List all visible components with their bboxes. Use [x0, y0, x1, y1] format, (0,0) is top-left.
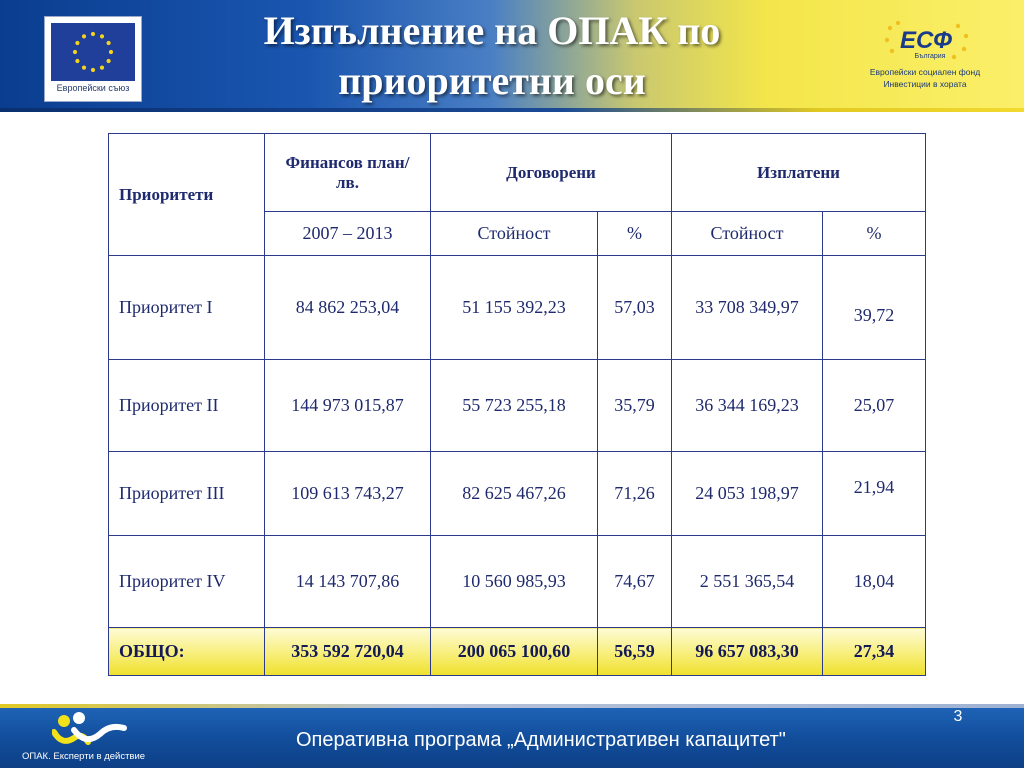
esf-caption	[866, 66, 984, 90]
eu-flag-icon	[51, 23, 135, 81]
row-paid-percent	[823, 452, 926, 536]
row-contracted-value: 51 155 392,23	[431, 256, 598, 360]
row-paid-percent: 18,04	[823, 536, 926, 628]
eu-star-icon	[106, 41, 110, 45]
row-contracted-value: 10 560 985,93	[431, 536, 598, 628]
slide-number: 3	[953, 708, 963, 725]
subheader-period: 2007 – 2013	[265, 212, 431, 256]
page-title	[160, 6, 824, 106]
total-paid-value: 96 657 083,30	[672, 628, 823, 676]
subheader-contracted-percent: %	[598, 212, 672, 256]
row-paid-value: 36 344 169,23	[672, 360, 823, 452]
eu-star-icon	[91, 32, 95, 36]
eu-star-icon	[75, 41, 79, 45]
row-name: Приоритет II	[109, 360, 265, 452]
total-contracted-value: 200 065 100,60	[431, 628, 598, 676]
table-total-row	[109, 628, 926, 676]
eu-star-icon	[91, 68, 95, 72]
program-name: Оперативна програма „Административен капацитет"	[296, 729, 786, 751]
opak-caption: ОПАК. Експерти в действие	[22, 751, 146, 762]
eu-star-icon	[100, 65, 104, 69]
title-line-1: Изпълнение на ОПАК по	[263, 8, 721, 53]
eu-star-icon	[109, 50, 113, 54]
table-header-row	[109, 134, 926, 212]
row-paid-value: 2 551 365,54	[672, 536, 823, 628]
esf-country: България	[914, 53, 946, 60]
row-name: Приоритет I	[109, 256, 265, 360]
row-paid-value: 24 053 198,97	[672, 452, 823, 536]
row-contracted-percent: 74,67	[598, 536, 672, 628]
subheader-paid-percent: %	[823, 212, 926, 256]
eu-star-icon	[100, 34, 104, 38]
total-name: ОБЩО:	[109, 628, 265, 676]
esf-mark-text: ЕСФ	[899, 27, 953, 54]
table-row	[109, 256, 926, 360]
header-divider	[0, 108, 1024, 112]
row-plan: 144 973 015,87	[265, 360, 431, 452]
row-contracted-value: 55 723 255,18	[431, 360, 598, 452]
row-contracted-percent: 35,79	[598, 360, 672, 452]
esf-caption-line-1: Европейски социален фонд	[869, 67, 981, 77]
title-line-2: приоритетни оси	[338, 58, 646, 103]
opak-logo-icon	[52, 712, 128, 752]
header-financial-plan: Финансов план/лв.	[265, 134, 431, 212]
table-row	[109, 360, 926, 452]
row-contracted-percent: 57,03	[598, 256, 672, 360]
esf-caption-line-2: Инвестиции в хората	[883, 79, 967, 89]
row-contracted-percent: 71,26	[598, 452, 672, 536]
total-paid-percent: 27,34	[823, 628, 926, 676]
table-row	[109, 452, 926, 536]
eu-star-icon	[106, 59, 110, 63]
row-paid-value: 33 708 349,97	[672, 256, 823, 360]
header-paid: Изплатени	[672, 134, 926, 212]
row-paid-percent	[823, 256, 926, 360]
table-row	[109, 536, 926, 628]
eu-star-icon	[73, 50, 77, 54]
row-plan: 14 143 707,86	[265, 536, 431, 628]
row-paid-percent: 25,07	[823, 360, 926, 452]
header-priorities: Приоритети	[109, 134, 265, 256]
esf-mark-icon	[880, 18, 972, 64]
header-contracted: Договорени	[431, 134, 672, 212]
eu-star-icon	[82, 65, 86, 69]
eu-star-icon	[75, 59, 79, 63]
eu-caption: Европейски съюз	[56, 83, 130, 93]
row-name: Приоритет IV	[109, 536, 265, 628]
row-paid-percent-text: 21,94	[853, 477, 895, 497]
eu-logo	[44, 16, 142, 102]
total-plan: 353 592 720,04	[265, 628, 431, 676]
row-contracted-value: 82 625 467,26	[431, 452, 598, 536]
total-contracted-percent: 56,59	[598, 628, 672, 676]
priorities-table	[108, 133, 926, 676]
esf-logo	[866, 18, 984, 96]
subheader-paid-value: Стойност	[672, 212, 823, 256]
row-plan: 109 613 743,27	[265, 452, 431, 536]
row-paid-percent-text: 39,72	[853, 305, 895, 325]
row-plan: 84 862 253,04	[265, 256, 431, 360]
subheader-contracted-value: Стойност	[431, 212, 598, 256]
eu-star-icon	[82, 34, 86, 38]
row-name: Приоритет III	[109, 452, 265, 536]
